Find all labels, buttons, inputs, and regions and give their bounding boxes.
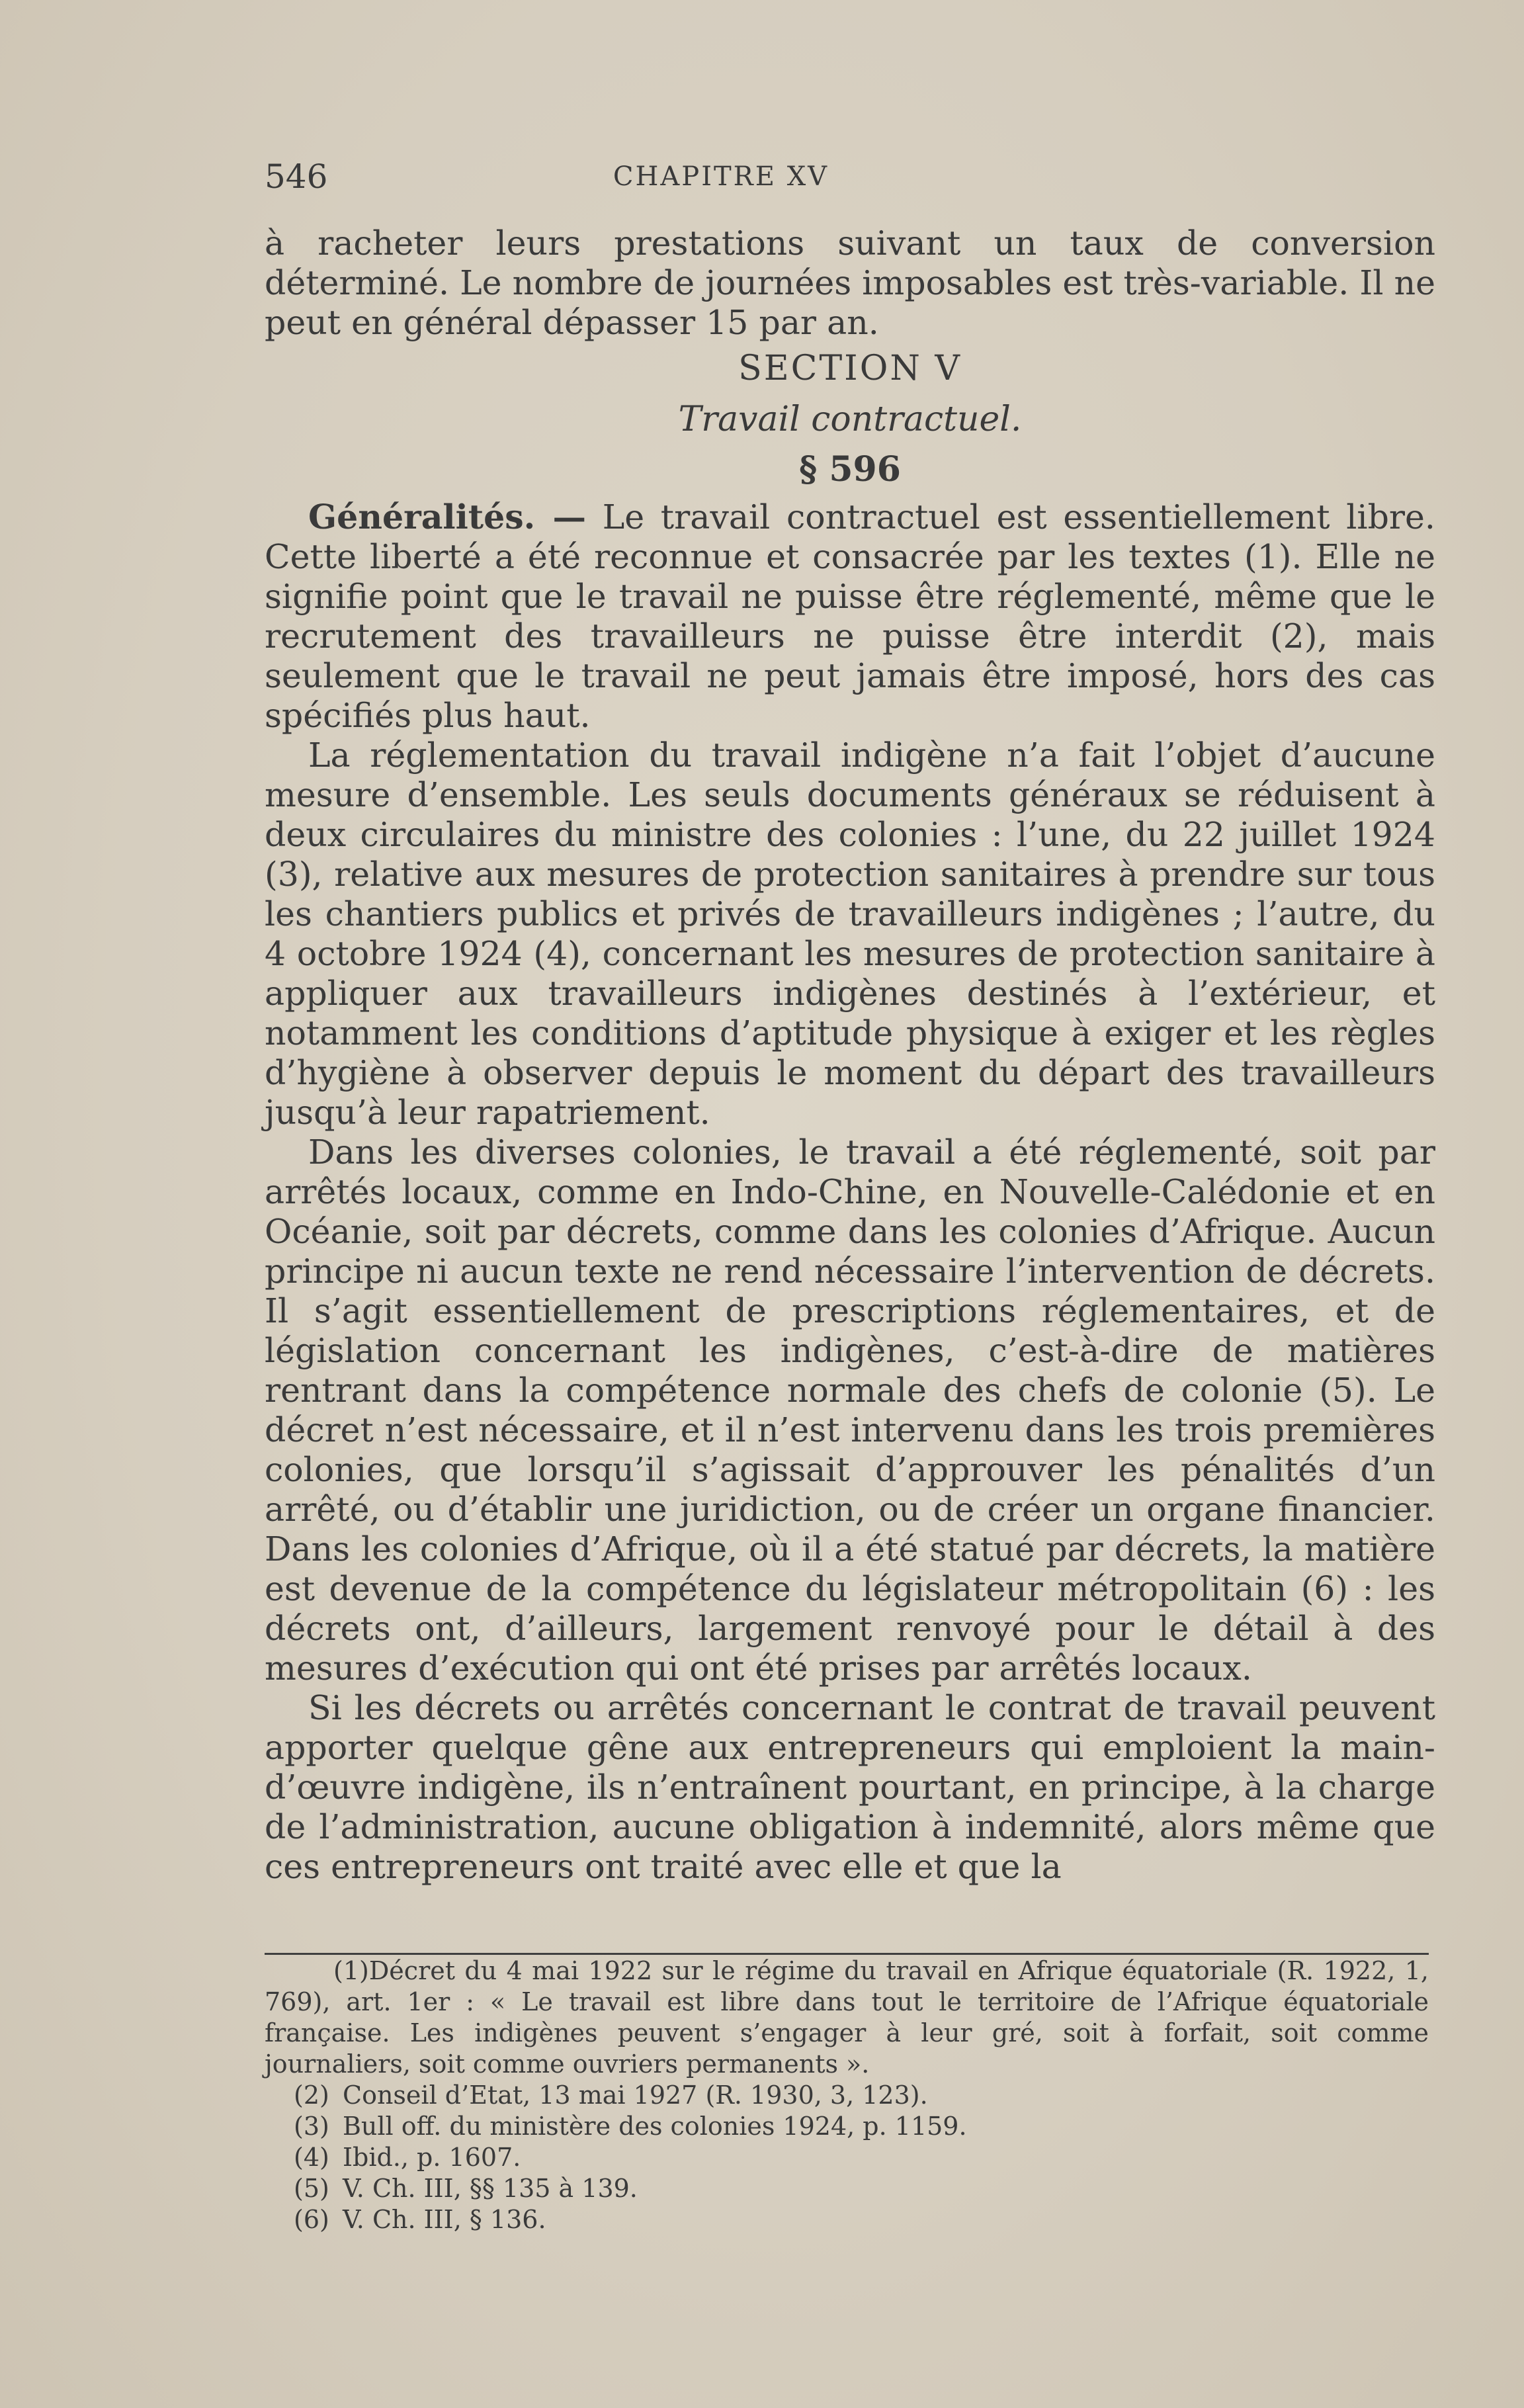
paragraph-lead-in: Généralités. —: [308, 497, 586, 537]
footnote: [265, 2080, 1429, 2111]
paragraph-reglementation: La réglementation du travail indigène n’a fait l’objet d’aucune mesure d’ensemble. Les seuls documents généraux se réduisent à deux circulaires du ministre des colonies : l’une, du 22 juillet 1924 (3), relative aux mesures de protection sanitaires à prendre sur tous les chantiers publics et privés de travailleurs indigènes ; l’autre, du 4 octobre 1924 (4), concernant les mesures de protection sanitaire à appliquer aux travailleurs indigènes destinés à l’extérieur, et notamment les conditions d’aptitude physique à exiger et les règles d’hygiène à observer depuis le moment du départ des travailleurs jusqu’à leur rapatriement.: [265, 736, 1435, 1132]
opening-paragraph: à racheter leurs prestations suivant un taux de conversion déterminé. Le nombre de journées imposables est très-variable. Il ne peut en général dépasser 15 par an.: [265, 224, 1435, 342]
footnote: [265, 1956, 1429, 2080]
footnote: [265, 2173, 1429, 2204]
running-head: [265, 153, 1429, 200]
footnote: [265, 2111, 1429, 2142]
paragraph-text: Le travail contractuel est essentiellement libre. Cette liberté a été reconnue et consacrée par les textes (1). Elle ne signifie point que le travail ne puisse être réglementé, même que le recrutement des travailleurs ne puisse être interdit (2), mais seulement que le travail ne peut jamais être imposé, hors des cas spécifiés plus haut.: [265, 497, 1435, 735]
section-heading: SECTION V: [738, 349, 962, 388]
footnote-text: Ibid., p. 1607.: [343, 2143, 521, 2172]
section-subtitle: Travail contractuel.: [678, 400, 1022, 439]
paragraph-decrets: Si les décrets ou arrêtés concernant le contrat de travail peuvent apporter quelque gêne aux entrepreneurs qui emploient la main-d’œuvre indigène, ils n’entraînent pourtant, en principe, à la charge de l’administration, aucune obligation à indemnité, alors même que ces entrepreneurs ont traité avec elle et que la: [265, 1688, 1435, 1886]
page-number: 546: [265, 157, 328, 196]
main-text: [265, 224, 1435, 1887]
chapter-title: CHAPITRE XV: [613, 161, 829, 192]
footnote-text: Conseil d’Etat, 13 mai 1927 (R. 1930, 3, 123).: [343, 2081, 928, 2110]
paragraph-colonies: Dans les diverses colonies, le travail a été réglementé, soit par arrêtés locaux, comme en Indo-Chine, en Nouvelle-Calédonie et en Océanie, soit par décrets, comme dans les colonies d’Afrique. Aucun principe ni aucun texte ne rend nécessaire l’intervention de décrets. Il s’agit essentiellement de prescriptions réglementaires, et de législation concernant les indigènes, c’est-à-dire de matières rentrant dans la compétence normale des chefs de colonie (5). Le décret n’est nécessaire, et il n’est intervenu dans les trois premières colonies, que lorsqu’il s’agissait d’approuver les pénalités d’un arrêté, ou d’établir une juridiction, ou de créer un organe financier. Dans les colonies d’Afrique, où il a été statué par décrets, la matière est devenue de la compétence du législateur métropolitain (6) : les décrets ont, d’ailleurs, largement renvoyé pour le détail à des mesures d’exécution qui ont été prises par arrêtés locaux.: [265, 1133, 1435, 1688]
footnote-text: Bull off. du ministère des colonies 1924, p. 1159.: [343, 2112, 967, 2141]
footnote-rule: [265, 1953, 1429, 1955]
footnotes: [265, 1956, 1429, 2235]
footnote: [265, 2204, 1429, 2235]
footnote-marker: (6): [294, 2205, 329, 2234]
footnote-marker: (2): [294, 2081, 329, 2110]
footnote-marker: (5): [294, 2174, 329, 2203]
paragraph-number: § 596: [799, 449, 901, 490]
paragraph-generalites: [265, 497, 1435, 736]
footnote-marker: (1): [333, 1956, 369, 1985]
footnote-marker: (3): [294, 2112, 329, 2141]
footnote-text: Décret du 4 mai 1922 sur le régime du travail en Afrique équatoriale (R. 1922, 1, 769), art. 1er : « Le travail est libre dans tout le territoire de l’Afrique équatoriale française. Les indigènes peuvent s’engager à leur gré, soit à forfait, soit comme journaliers, soit comme ouvriers permanents ».: [265, 1956, 1429, 2079]
footnote-marker: (4): [294, 2143, 329, 2172]
footnote-text: V. Ch. III, §§ 135 à 139.: [343, 2174, 638, 2203]
footnote-text: V. Ch. III, § 136.: [343, 2205, 546, 2234]
footnote: [265, 2142, 1429, 2173]
